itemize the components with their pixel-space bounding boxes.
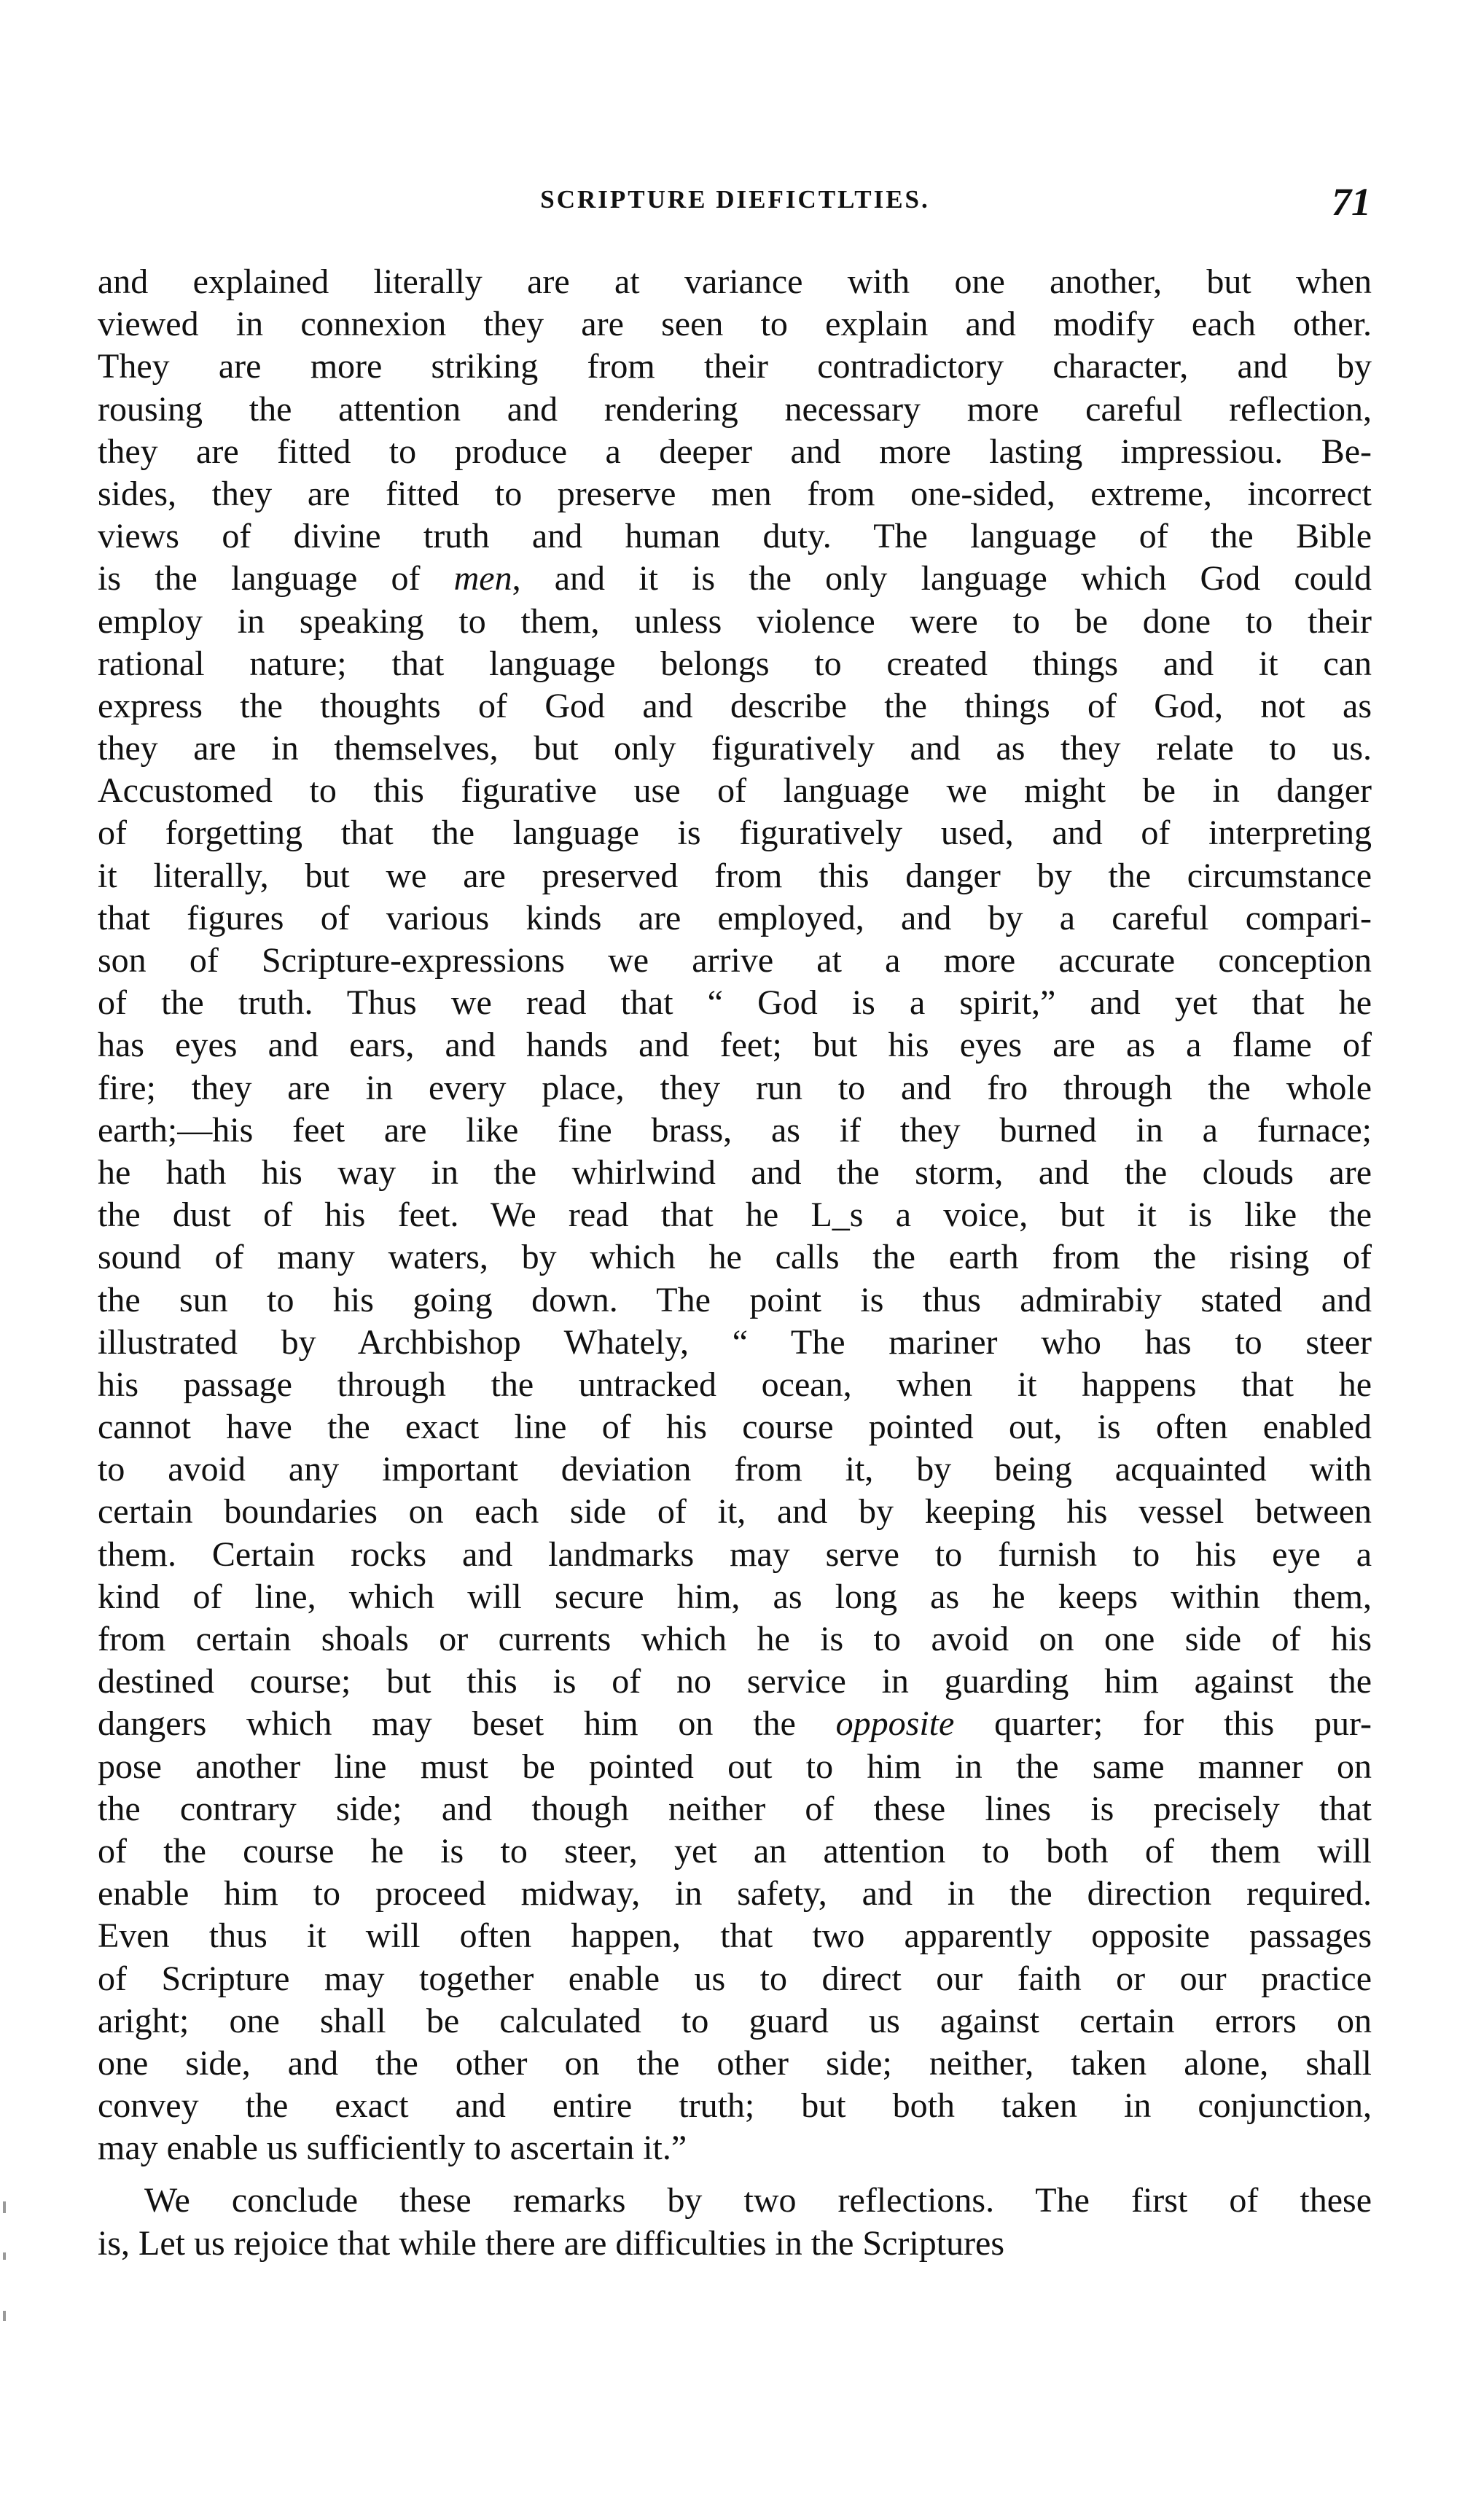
text-line: convey the exact and entire truth; but both taken in conjunction,	[98, 2086, 1372, 2126]
text-line: certain boundaries on each side of it, and by keeping his vessel between	[98, 1492, 1372, 1532]
text-line: pose another line must be pointed out to him in the same manner on	[98, 1747, 1372, 1786]
running-title: SCRIPTURE DIEFICTLTIES.	[540, 185, 930, 214]
text-line: that figures of various kinds are employed, and by a careful compari-	[98, 898, 1372, 937]
text-line: one side, and the other on the other side; neither, taken alone, shall	[98, 2043, 1372, 2083]
text-line: fire; they are in every place, they run to and fro through the whole	[98, 1068, 1372, 1107]
text-line: them. Certain rocks and landmarks may serve to furnish to his eye a	[98, 1534, 1372, 1574]
edge-speck	[3, 2201, 6, 2213]
text-line: enable him to proceed midway, in safety, and in the direction required.	[98, 1874, 1372, 1914]
edge-speck	[3, 2252, 6, 2260]
running-head	[99, 179, 1371, 223]
edge-speck	[3, 2311, 6, 2321]
text-line: the dust of his feet. We read that he L_s a voice, but it is like the	[98, 1195, 1372, 1235]
text-line: may enable us sufficiently to ascertain it.”	[98, 2129, 687, 2168]
text-line: We conclude these remarks by two reflections. The first of these	[144, 2181, 1372, 2220]
paragraph-1	[98, 261, 1372, 2169]
text-line: they are fitted to produce a deeper and more lasting impressiou. Be-	[98, 432, 1372, 471]
text-line: he hath his way in the whirlwind and the storm, and the clouds are	[98, 1152, 1372, 1192]
text-line: rousing the attention and rendering necessary more careful reflection,	[98, 389, 1372, 429]
text-line: the contrary side; and though neither of these lines is precisely that	[98, 1789, 1372, 1828]
text-line: of the course he is to steer, yet an attention to both of them will	[98, 1831, 1372, 1871]
text-line: to avoid any important deviation from it, by being acquainted with	[98, 1450, 1372, 1489]
text-line: dangers which may beset him on the opposite quarter; for this pur-	[98, 1704, 1372, 1744]
text-line: sound of many waters, by which he calls the earth from the rising of	[98, 1238, 1372, 1277]
text-line: is the language of men, and it is the only language which God could	[98, 559, 1372, 598]
text-line: aright; one shall be calculated to guard us against certain errors on	[98, 2001, 1372, 2040]
body-text	[98, 261, 1372, 2265]
text-line: cannot have the exact line of his course pointed out, is often enabled	[98, 1408, 1372, 1447]
text-line: of Scripture may together enable us to direct our faith or our practice	[98, 1959, 1372, 1998]
text-line: it literally, but we are preserved from this danger by the circumstance	[98, 856, 1372, 895]
text-line: his passage through the untracked ocean, when it happens that he	[98, 1365, 1372, 1404]
text-line: express the thoughts of God and describe the things of God, not as	[98, 686, 1372, 725]
text-line: views of divine truth and human duty. The language of the Bible	[98, 517, 1372, 556]
text-line: Accustomed to this figurative use of language we might be in danger	[98, 771, 1372, 811]
text-line: from certain shoals or currents which he is to avoid on one side of his	[98, 1620, 1372, 1658]
text-line: employ in speaking to them, unless violence were to be done to their	[98, 601, 1372, 641]
text-line: kind of line, which will secure him, as long as he keeps within them,	[98, 1577, 1372, 1616]
text-line: they are in themselves, but only figuratively and as they relate to us.	[98, 729, 1372, 768]
text-line: son of Scripture-expressions we arrive at a more accurate conception	[98, 941, 1372, 980]
text-line: sides, they are fitted to preserve men from one-sided, extreme, incorrect	[98, 474, 1372, 513]
text-line: is, Let us rejoice that while there are difficulties in the Scriptures	[98, 2223, 1005, 2263]
paragraph-2	[98, 2180, 1372, 2264]
text-line: has eyes and ears, and hands and feet; but his eyes are as a flame of	[98, 1026, 1372, 1065]
text-line: destined course; but this is of no service in guarding him against the	[98, 1662, 1372, 1701]
text-line: illustrated by Archbishop Whately, “ The mariner who has to steer	[98, 1322, 1372, 1362]
text-line: rational nature; that language belongs to created things and it can	[98, 644, 1372, 683]
text-line: of forgetting that the language is figuratively used, and of interpreting	[98, 814, 1372, 853]
page-number: 71	[1332, 180, 1371, 224]
text-line: of the truth. Thus we read that “ God is a spirit,” and yet that he	[98, 983, 1372, 1023]
text-line: Even thus it will often happen, that two apparently opposite passages	[98, 1916, 1372, 1956]
text-line: They are more striking from their contradictory character, and by	[98, 347, 1372, 386]
text-line: earth;—his feet are like fine brass, as if they burned in a furnace;	[98, 1110, 1372, 1150]
text-line: and explained literally are at variance with one another, but when	[98, 262, 1372, 301]
text-line: viewed in connexion they are seen to explain and modify each other.	[98, 305, 1372, 344]
text-line: the sun to his going down. The point is thus admirabiy stated and	[98, 1280, 1372, 1319]
